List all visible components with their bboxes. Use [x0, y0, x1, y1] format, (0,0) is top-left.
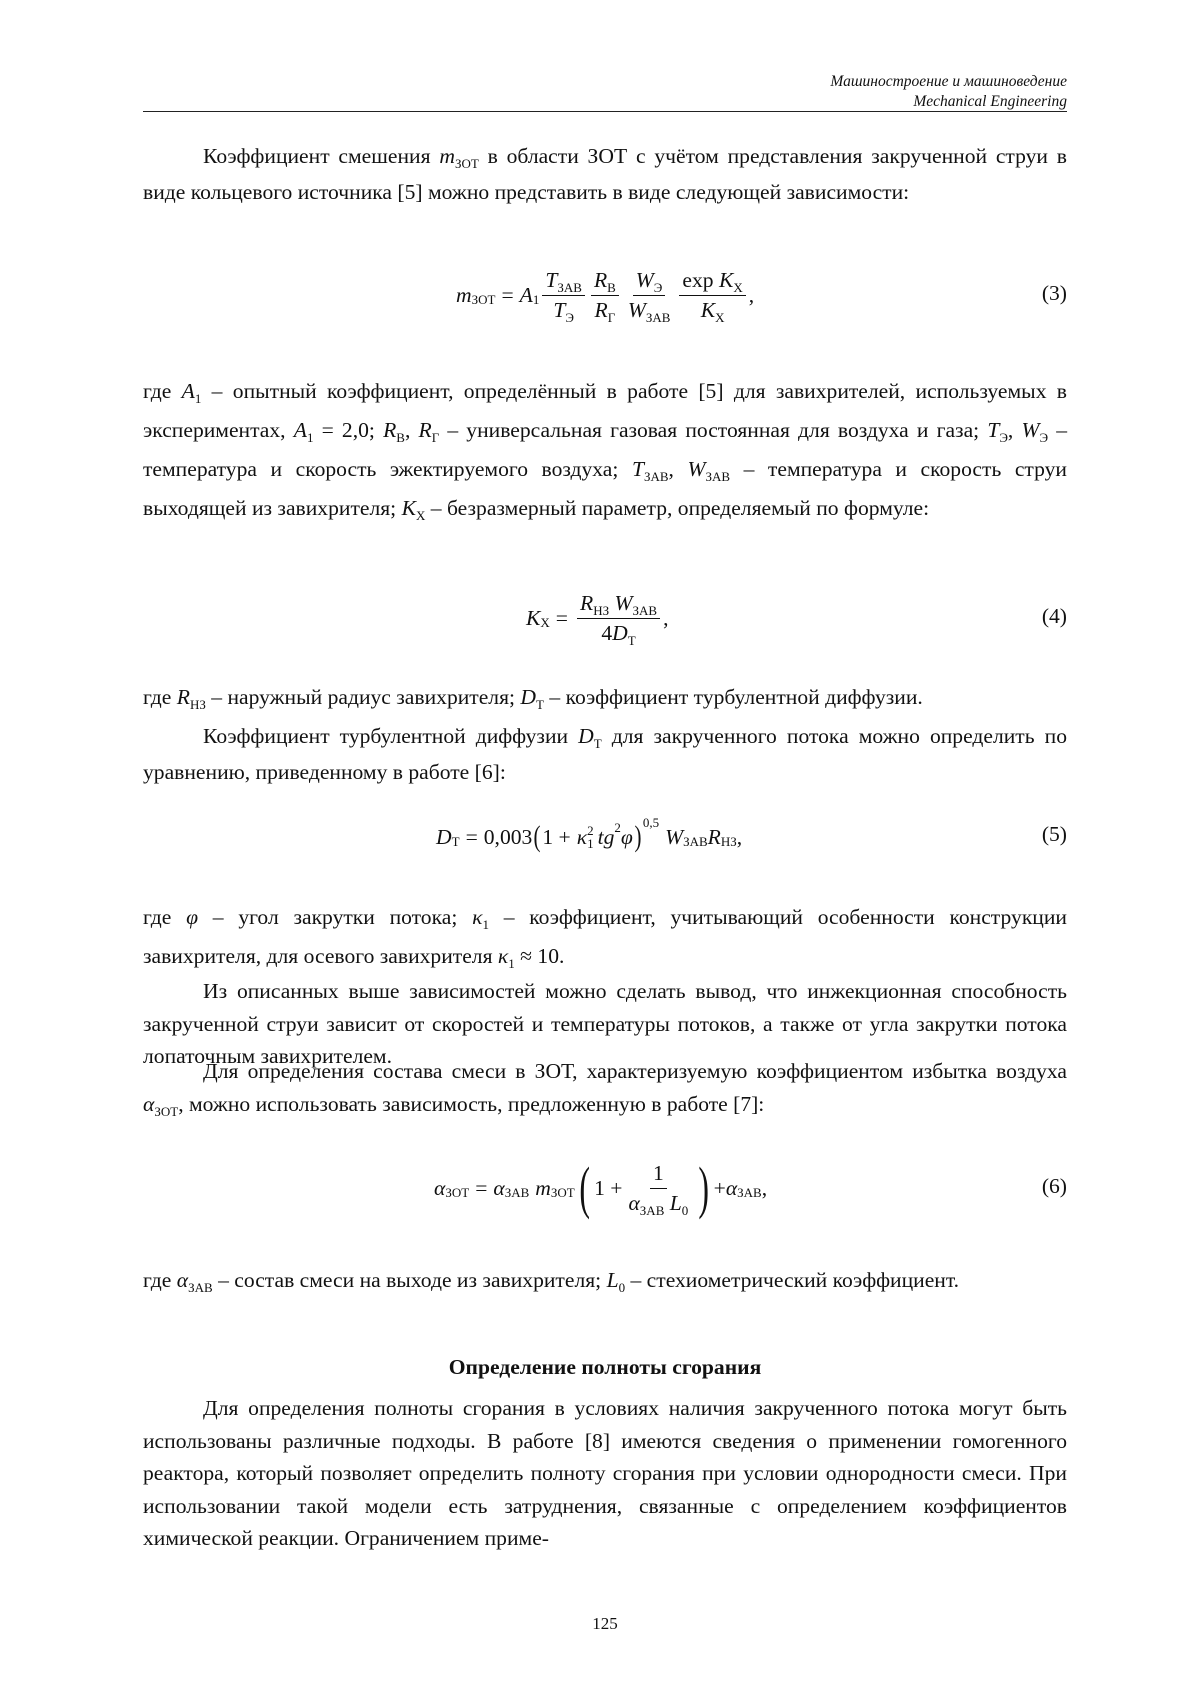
equation-3-body: m ЗОТ = A 1 $\frac{T_{ЗАВ}}{T_Э}$ $\frac{R_В}{R_Г}$ $\frac{W_Э}{W_{ЗАВ}}$ $\frac{\exp K_X}{K_X}$ , — [456, 267, 755, 325]
page-number: 125 — [592, 1614, 618, 1633]
fraction-velocity: $\frac{W_Э}{W_{ЗАВ}}$ — [627, 267, 671, 325]
header-rule — [143, 111, 1067, 112]
paragraph-conclusion: Из описанных выше зависимостей можно сделать вывод, что инжекционная способность закрученной струи зависит от скоростей и температуры потоков, а также от угла закрутки потока лопаточным завихрителем. — [143, 979, 1067, 1068]
paragraph-mixing-coefficient: Коэффициент смешения $m_{ЗОТ}$ в области ЗОТ с учётом представления закрученной струи в виде кольцевого источника [5] можно представить в виде следующей зависимости: — [143, 144, 1067, 204]
equation-number: (4) — [1041, 604, 1067, 628]
fraction-gas-constant: $\frac{R_В}{R_Г}$ — [591, 268, 619, 323]
running-header — [143, 72, 1067, 112]
equation-4-body: K X = $\frac{R_{НЗ} W_{ЗАВ}}{4D_Т}$ , — [526, 590, 669, 648]
paragraph-variables-eq4: где $R_{НЗ}$ – наружный радиус завихрителя; $D_Т$ – коэффициент турбулентной диффузии. — [143, 685, 923, 712]
paragraph-variables-eq3: где $A_1$ – опытный коэффициент, определённый в работе [5] для завихрителей, используемых в экспериментах, $A_1 = 2,0$; $R_В$, $R_Г$ – универсальная газовая постоянная для воздуха и газа; $T_Э$, $W_Э$ – температура и скорость эжектируемого воздуха; $T_{ЗАВ}$, $W_{ЗАВ}$ – температура и скорость струи выходящей из завихрителя; $K_X$ – безразмерный параметр, определяемый по формуле: — [143, 379, 1068, 523]
fraction-stoich: $\frac{1}{\alpha_{ЗАВ} L_0}$ — [628, 1160, 689, 1218]
equation-6 — [143, 1148, 1067, 1228]
equation-3 — [143, 255, 1067, 335]
equation-number: (6) — [1041, 1174, 1067, 1198]
running-header-journal-en: Mechanical Engineering — [913, 93, 1067, 110]
fraction-temperature: $\frac{T_{ЗАВ}}{T_Э}$ — [542, 268, 585, 323]
fraction-exp: $\frac{\exp K_X}{K_X}$ — [679, 268, 745, 323]
fraction-kx: $\frac{R_{НЗ} W_{ЗАВ}}{4D_Т}$ — [577, 591, 660, 646]
equation-4 — [143, 580, 1067, 656]
equation-number: (3) — [1041, 281, 1067, 305]
paragraph-combustion-completeness: Для определения полноты сгорания в условиях наличия закрученного потока могут быть использованы различные подходы. В работе [8] имеются сведения о применении гомогенного реактора, который позволяет определить полноту сгорания при условии однородности смеси. При использовании такой модели есть затруднения, связанные с определением коэффициентов химической реакции. Ограничением приме- — [143, 1396, 1067, 1550]
paragraph-variables-eq5: где φ – угол закрутки потока; $\kappa_1$ – коэффициент, учитывающий особенности конструкции завихрителя, для осевого завихрителя $\kappa_1 \approx 10$. — [143, 905, 1067, 971]
running-header-journal-ru: Машиностроение и машиноведение — [830, 73, 1067, 90]
equation-5 — [143, 812, 1067, 862]
paragraph-turbulent-diffusion: Коэффициент турбулентной диффузии $D_Т$ для закрученного потока можно определить по уравнению, приведенному в работе [6]: — [143, 724, 1067, 784]
section-heading: Определение полноты сгорания — [448, 1355, 762, 1379]
equation-5-body: D Т = 0,003 ( 1 + κ 2 1 tg 2 φ ) 0,5 W ЗАВ R НЗ , — [436, 815, 743, 853]
paragraph-variables-eq6: где $\alpha_{ЗАВ}$ – состав смеси на выходе из завихрителя; $L_0$ – стехиометрический коэффициент. — [143, 1268, 960, 1295]
equation-number: (5) — [1041, 822, 1067, 846]
paragraph-mixture-composition: Для определения состава смеси в ЗОТ, характеризуемую коэффициентом избытка воздуха $\alpha_{ЗОТ}$, можно использовать зависимость, предложенную в работе [7]: — [143, 1059, 1067, 1119]
equation-6-body: α ЗОТ = α ЗАВ m ЗОТ ( 1 + $\frac{1}{\alpha_{ЗАВ} L_0}$ ) + α ЗАВ , — [434, 1155, 768, 1220]
